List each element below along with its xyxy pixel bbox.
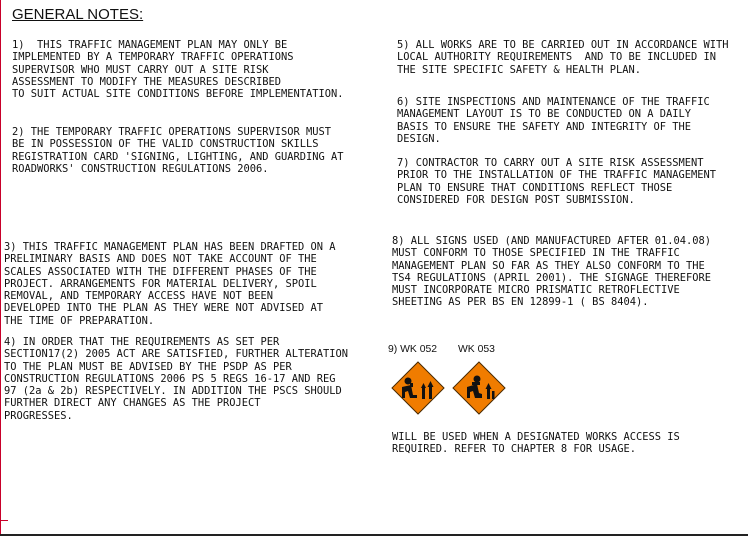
- note-1: 1) THIS TRAFFIC MANAGEMENT PLAN MAY ONLY BE IMPLEMENTED BY A TEMPORARY TRAFFIC OPERATIONS SUPERVISOR WHO MUST CARRY OUT A SITE RISK ASSESSMENT TO MODIFY THE MEASURES DESCRIBED TO SUIT ACTUAL SITE CONDITIONS BEFORE IMPLEMENTATION.: [12, 39, 344, 101]
- works-access-sign-icon: [452, 361, 506, 415]
- note-7: 7) CONTRACTOR TO CARRY OUT A SITE RISK ASSESSMENT PRIOR TO THE INSTALLATION OF THE TRAFFIC MANAGEMENT PLAN TO ENSURE THAT CONDITIONS REFLECT THOSE CONSIDERED FOR DESIGN POST SUBMISSION.: [397, 157, 717, 206]
- page-border-bottom: [0, 534, 748, 536]
- note-2: 2) THE TEMPORARY TRAFFIC OPERATIONS SUPERVISOR MUST BE IN POSSESSION OF THE VALID CONSTRUCTION SKILLS REGISTRATION CARD 'SIGNING, LIGHTING, AND GUARDING AT ROADWORKS' CONSTRUCTION REGULATIONS 2006.: [12, 126, 344, 175]
- note-9: WILL BE USED WHEN A DESIGNATED WORKS ACCESS IS REQUIRED. REFER TO CHAPTER 8 FOR USAGE.: [392, 431, 680, 456]
- sign-label-wk052: 9) WK 052: [388, 344, 438, 355]
- page-border-left: [0, 0, 1, 536]
- note-5: 5) ALL WORKS ARE TO BE CARRIED OUT IN ACCORDANCE WITH LOCAL AUTHORITY REQUIREMENTS AND TO BE INCLUDED IN THE SITE SPECIFIC SAFETY & HEALTH PLAN.: [397, 39, 729, 76]
- note-4: 4) IN ORDER THAT THE REQUIREMENTS AS SET PER SECTION17(2) 2005 ACT ARE SATISFIED, FURTHER ALTERATION TO THE PLAN MUST BE ADVISED BY THE PSDP AS PER CONSTRUCTION REGULATIONS 2006 PS 5 REGS 16-17 AND REG 97 (2a & 2b) RESPECTIVELY. IN ADDITION THE PSCS SHOULD FURTHER DIRECT ANY CHANGES AS THE PROJECT PROGRESSES.: [4, 336, 349, 422]
- works-access-sign-icon: [391, 361, 445, 415]
- signs-figure: [388, 344, 508, 419]
- note-6: 6) SITE INSPECTIONS AND MAINTENANCE OF THE TRAFFIC MANAGEMENT LAYOUT IS TO BE CONDUCTED ON A DAILY BASIS TO ENSURE THE SAFETY AND INTEGRITY OF THE DESIGN.: [397, 96, 710, 145]
- sign-label-wk053: WK 053: [458, 344, 495, 355]
- page-border-corner: [0, 520, 8, 521]
- note-8: 8) ALL SIGNS USED (AND MANUFACTURED AFTER 01.04.08) MUST CONFORM TO THOSE SPECIFIED IN THE TRAFFIC MANAGEMENT PLAN SO FAR AS THEY ALSO CONFORM TO THE TS4 REGULATIONS (APRIL 2001). THE SIGNAGE THEREFORE MUST INCORPORATE MICRO PRISMATIC RETROFLECTIVE SHEETING AS PER BS EN 12899-1 ( BS 8404).: [392, 235, 712, 309]
- note-3: 3) THIS TRAFFIC MANAGEMENT PLAN HAS BEEN DRAFTED ON A PRELIMINARY BASIS AND DOES NOT TAKE ACCOUNT OF THE SCALES ASSOCIATED WITH THE DIFFERENT PHASES OF THE PROJECT. ARRANGEMENTS FOR MATERIAL DELIVERY, SPOIL REMOVAL, AND TEMPORARY ACCESS HAVE NOT BEEN DEVELOPED INTO THE PLAN AS THEY WERE NOT ADVISED AT THE TIME OF PREPARATION.: [4, 241, 336, 327]
- general-notes-title: GENERAL NOTES:: [12, 6, 144, 23]
